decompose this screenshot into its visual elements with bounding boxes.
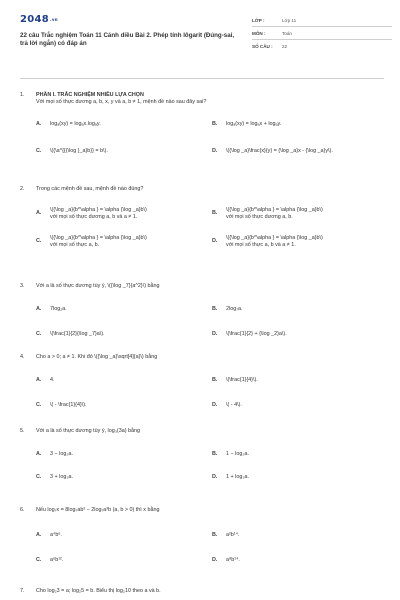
option-c[interactable]: C. \({\log _a}{b^\alpha } = \alpha {\log _a}b\) với mọi số thực a, b. [36, 235, 147, 248]
option-c[interactable]: C. \( - \frac{1}{4}\). [36, 402, 87, 408]
option-d[interactable]: D. \({\log _a}\frac{x}{y} = {\log _a}x - {\log _a}y\). [212, 148, 333, 154]
question-1: 1. PHẦN I. TRẮC NGHIỆM NHIỀU LỰA CHỌN Với mọi số thực dương a, b, x, y và a, b ≠ 1, mệnh đề nào sau đây sai? A. logₐ(xy) = logₐx.logₐy. B. logₐ(xy) = logₐx + logₐy. C. \({\a^{{(\log }_a}b}} = b\). D. \({\log _a}\frac{x}{y} = {\log _a}x - {\log _a}y\). [20, 92, 384, 155]
question-2: 2. Trong các mệnh đề sau, mệnh đề nào đúng? A. \({\log _a}{b^\alpha } = \alpha {\log _a}b\) với mọi số thực dương a, b và a ≠ 1. B. \({\log _a}{b^\alpha } = \alpha {\log _a}b\) với mọi số thực dương a, b. C. \({\log _a}{b^\alpha } = \alpha {\log _a}b\) với mọi số thực a, b. D. \({\log _a}{b^\alpha } = \alpha {\log _a}b\) với mọi số thực a, b và a ≠ 1. [20, 186, 384, 249]
option-a[interactable]: A. 7log₂a. [36, 306, 67, 312]
option-b[interactable]: B. logₐ(xy) = logₐx + logₐy. [212, 121, 282, 127]
meta-class: LỚP : Lớp 11 [252, 14, 392, 27]
meta-count: SỐ CÂU : 22 [252, 44, 288, 49]
option-d[interactable]: D. \(\frac{1}{2} + {\log _2}a\). [212, 331, 287, 337]
question-4: 4. Cho a > 0; a ≠ 1. Khi đó \({\log _a}\sqrt[4]{a}\) bằng A. 4. B. \(\frac{1}{4}\). C. \( - \frac{1}{4}\). D. \( - 4\). [20, 354, 384, 409]
option-d[interactable]: D. a⁸b¹⁴. [212, 557, 240, 563]
option-d[interactable]: D. \({\log _a}{b^\alpha } = \alpha {\log _a}b\) với mọi số thực a, b và a ≠ 1. [212, 235, 323, 248]
option-b[interactable]: B. 1 − log₃a. [212, 451, 250, 457]
site-logo[interactable]: 2048.vn [20, 14, 58, 25]
option-b[interactable]: B. \({\log _a}{b^\alpha } = \alpha {\log _a}b\) với mọi số thực dương a, b. [212, 207, 323, 220]
document-title: 22 câu Trắc nghiệm Toán 11 Cánh diều Bài 2. Phép tính lôgarit (Đúng-sai, trả lời ngắn) có đáp án [20, 32, 235, 47]
option-b[interactable]: B. 2log₇a. [212, 306, 243, 312]
question-text: Với a là số thực dương tùy ý, \({\log _7}{a^2}\) bằng [36, 283, 160, 289]
question-3: 3. Với a là số thực dương tùy ý, \({\log _7}{a^2}\) bằng A. 7log₂a. B. 2log₇a. C. \(\frac{1}{2}{\log _7}a\). D. \(\frac{1}{2} + {\log _2}a\). [20, 283, 384, 338]
option-c[interactable]: C. \({\a^{{(\log }_a}b}} = b\). [36, 148, 108, 154]
option-c[interactable]: C. 3 + log₃a. [36, 474, 74, 480]
question-text: Cho log₂3 = a; log₂5 = b. Biểu thị log₂10 theo a và b. [36, 588, 161, 594]
question-6: 6. Nếu log₇x = 8log₇ab² − 2log₇a³b (a, b > 0) thì x bằng A. a⁴b⁶. B. a²b¹⁴. C. a⁶b¹². D. a⁸b¹⁴. [20, 507, 384, 564]
option-b[interactable]: B. \(\frac{1}{4}\). [212, 377, 258, 383]
question-text: Nếu log₇x = 8log₇ab² − 2log₇a³b (a, b > 0) thì x bằng [36, 507, 160, 513]
option-b[interactable]: B. a²b¹⁴. [212, 532, 240, 538]
option-d[interactable]: D. \( - 4\). [212, 402, 242, 408]
question-text: Cho a > 0; a ≠ 1. Khi đó \({\log _a}\sqrt[4]{a}\) bằng [36, 354, 158, 360]
meta-subject: MÔN : Toán [252, 27, 392, 40]
option-c[interactable]: C. a⁶b¹². [36, 557, 64, 563]
option-a[interactable]: A. \({\log _a}{b^\alpha } = \alpha {\log _a}b\) với mọi số thực dương a, b và a ≠ 1. [36, 207, 147, 220]
option-a[interactable]: A. a⁴b⁶. [36, 532, 63, 538]
section-heading: PHẦN I. TRẮC NGHIỆM NHIỀU LỰA CHỌN [36, 92, 144, 98]
option-d[interactable]: D. 1 + log₃a. [212, 474, 250, 480]
document-header [20, 12, 384, 62]
option-a[interactable]: A. 3 − log₃a. [36, 451, 74, 457]
option-a[interactable]: A. 4. [36, 377, 55, 383]
meta-table [252, 14, 392, 53]
question-5: 5. Với a là số thực dương tùy ý, log₃(3a) bằng A. 3 − log₃a. B. 1 − log₃a. C. 3 + log₃a. D. 1 + log₃a. [20, 428, 384, 481]
question-text: Với mọi số thực dương a, b, x, y và a, b ≠ 1, mệnh đề nào sau đây sai? [36, 99, 207, 105]
option-c[interactable]: C. \(\frac{1}{2}{\log _7}a\). [36, 331, 105, 337]
option-a[interactable]: A. logₐ(xy) = logₐx.logₐy. [36, 121, 101, 127]
header-divider [20, 78, 384, 79]
question-7: 7. Cho log₂3 = a; log₂5 = b. Biểu thị log₂10 theo a và b. [20, 588, 384, 595]
question-text: Trong các mệnh đề sau, mệnh đề nào đúng? [36, 186, 144, 192]
question-text: Với a là số thực dương tùy ý, log₃(3a) bằng [36, 428, 140, 434]
